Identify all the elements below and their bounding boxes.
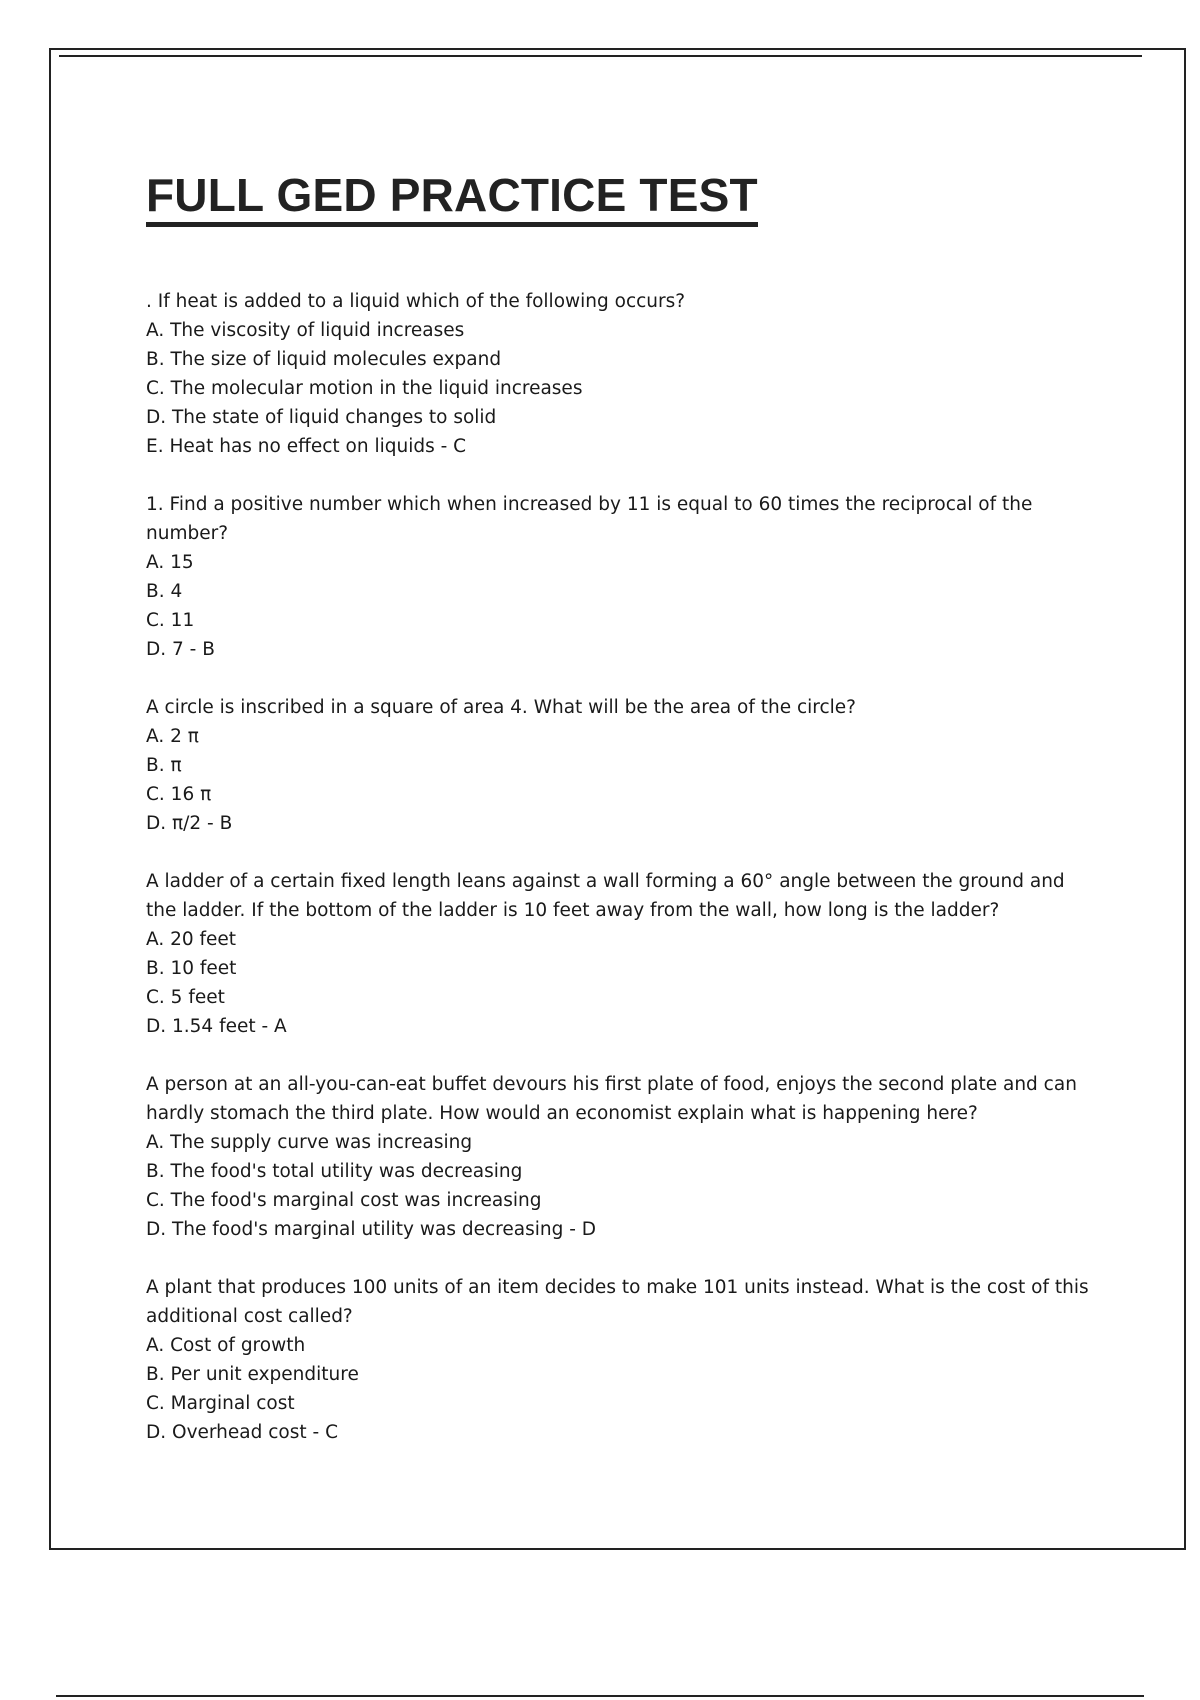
answer-options <box>146 722 1096 838</box>
top-rule <box>59 55 1142 57</box>
answer-options <box>146 1128 1096 1244</box>
question-5 <box>146 1070 1096 1244</box>
answer-options <box>146 548 1096 664</box>
answer-option: B. 10 feet <box>146 958 237 979</box>
question-text: 1. Find a positive number which when increased by 11 is equal to 60 times the reciprocal of the number? <box>146 494 1033 544</box>
answer-option: D. The food's marginal utility was decreasing - D <box>146 1219 597 1240</box>
question-text: A plant that produces 100 units of an item decides to make 101 units instead. What is the cost of this additional cost called? <box>146 1277 1089 1327</box>
answer-option: D. The state of liquid changes to solid <box>146 407 497 428</box>
answer-option: A. The viscosity of liquid increases <box>146 320 465 341</box>
answer-option: D. 7 - B <box>146 639 215 660</box>
answer-option: D. π/2 - B <box>146 813 233 834</box>
answer-option: A. 2 π <box>146 726 199 747</box>
question-1 <box>146 287 1096 461</box>
answer-options <box>146 1331 1096 1447</box>
answer-option: A. The supply curve was increasing <box>146 1132 473 1153</box>
answer-option: C. 11 <box>146 610 195 631</box>
answer-option: C. The molecular motion in the liquid increases <box>146 378 583 399</box>
answer-option: B. 4 <box>146 581 183 602</box>
question-list <box>146 287 1096 1476</box>
answer-options <box>146 316 1096 461</box>
answer-option: C. The food's marginal cost was increasing <box>146 1190 542 1211</box>
answer-option: B. The size of liquid molecules expand <box>146 349 502 370</box>
answer-option: C. Marginal cost <box>146 1393 295 1414</box>
answer-option: A. Cost of growth <box>146 1335 306 1356</box>
question-3 <box>146 693 1096 838</box>
answer-option: A. 20 feet <box>146 929 237 950</box>
question-6 <box>146 1273 1096 1447</box>
answer-option: D. Overhead cost - C <box>146 1422 338 1443</box>
question-2 <box>146 490 1096 664</box>
bottom-rule <box>56 1695 1144 1697</box>
answer-option: A. 15 <box>146 552 194 573</box>
question-text: A ladder of a certain fixed length leans against a wall forming a 60° angle between the ground and the ladder. If the bottom of the ladder is 10 feet away from the wall, how long is the ladder? <box>146 871 1065 921</box>
question-text: A circle is inscribed in a square of area 4. What will be the area of the circle? <box>146 697 856 718</box>
answer-option: B. Per unit expenditure <box>146 1364 359 1385</box>
question-text: . If heat is added to a liquid which of the following occurs? <box>146 291 686 312</box>
answer-option: E. Heat has no effect on liquids - C <box>146 436 467 457</box>
answer-option: C. 5 feet <box>146 987 225 1008</box>
question-text: A person at an all-you-can-eat buffet devours his first plate of food, enjoys the second plate and can hardly stomach the third plate. How would an economist explain what is happening here? <box>146 1074 1077 1124</box>
answer-option: B. π <box>146 755 182 776</box>
answer-option: D. 1.54 feet - A <box>146 1016 287 1037</box>
answer-options <box>146 925 1096 1041</box>
answer-option: C. 16 π <box>146 784 212 805</box>
question-4 <box>146 867 1096 1041</box>
page-title: FULL GED PRACTICE TEST <box>146 172 758 227</box>
answer-option: B. The food's total utility was decreasing <box>146 1161 523 1182</box>
